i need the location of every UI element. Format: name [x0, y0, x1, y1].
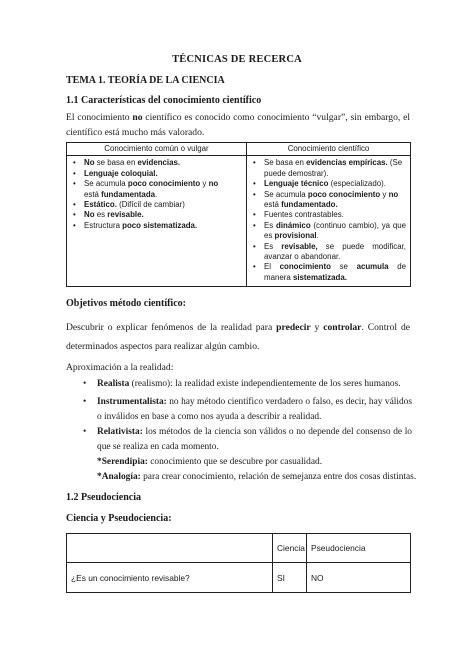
header-scientific-knowledge: Conocimiento científico	[247, 143, 411, 156]
comparison-table	[66, 142, 411, 287]
table-header-ciencia: Ciencia	[273, 534, 307, 563]
serendipia-note: *Serendipia: conocimiento que se descubre por casualidad.	[97, 457, 323, 467]
bullet-icon: •	[83, 379, 87, 389]
list-item: • Se acumula poco conocimiento y no está fundamentada.	[70, 179, 242, 200]
list-item: • Lenguaje coloquial.	[70, 169, 242, 179]
intro-paragraph: El conocimiento no científico es conocido como conocimiento “vulgar”, sin embargo, el científico está mucho más valorado.	[66, 112, 410, 138]
list-item: • Estático. (Difícil de cambiar)	[70, 200, 242, 210]
list-item: • Se acumula poco conocimiento y no está fundamentado.	[250, 190, 406, 211]
objetivos-paragraph: Descubrir o explicar fenómenos de la realidad para predecir y controlar. Control de determinados aspectos para realizar algún cambio.	[66, 322, 410, 352]
table-header-pseudociencia: Pseudociencia	[307, 534, 411, 563]
section-1-2-heading: 1.2 Pseudociencia	[66, 492, 141, 503]
analogia-note: *Analogía: para crear conocimiento, relación de semejanza entre dos cosas distintas.	[97, 472, 417, 482]
bullet-instrumentalista: Instrumentalista: no hay método científico verdadero o falso, es decir, hay válidos o inválidos en base a como nos ayuda a describir a realidad.	[97, 397, 412, 422]
pseudociencia-table	[66, 533, 411, 593]
aproximacion-label: Aproximación a la realidad:	[66, 362, 174, 373]
scientific-knowledge-cell	[247, 156, 411, 287]
list-item: • Fuentes contrastables.	[250, 210, 406, 220]
tema-heading: TEMA 1. TEORÍA DE LA CIENCIA	[66, 75, 225, 86]
list-item: • Lenguaje técnico (especializado).	[250, 179, 406, 189]
table-cell-ciencia: SI	[273, 563, 307, 593]
list-item: • El conocimiento se acumula de manera sistematizada.	[250, 262, 406, 283]
list-item: • Se basa en evidencias empíricas. (Se puede demostrar).	[250, 158, 406, 179]
bullet-relativista: Relativista: los métodos de la ciencia son válidos o no depende del consenso de lo que se realiza en cada momento.	[97, 427, 412, 452]
table-cell-question: ¿Es un conocimiento revisable?	[67, 563, 273, 593]
list-item: • Es revisable, se puede modificar, avanzar o abandonar.	[250, 242, 406, 263]
list-item: • No se basa en evidencias.	[70, 158, 242, 168]
ciencia-pseudociencia-heading: Ciencia y Pseudociencia:	[66, 513, 172, 524]
list-item: • No es revisable.	[70, 210, 242, 220]
bullet-icon: •	[83, 397, 87, 407]
bullet-realista: Realista (realismo): la realidad existe independientemente de los seres humanos.	[97, 379, 401, 389]
list-item: • Es dinámico (continuo cambio), ya que es provisional.	[250, 221, 406, 242]
list-item: • Estructura poco sistematizada.	[70, 221, 242, 231]
table-cell-pseudociencia: NO	[307, 563, 411, 593]
table-header-empty	[67, 534, 273, 563]
common-knowledge-cell	[67, 156, 247, 287]
objetivos-heading: Objetivos método científico:	[66, 298, 186, 309]
bullet-icon: •	[83, 427, 87, 437]
header-common-knowledge: Conocimiento común o vulgar	[67, 143, 247, 156]
section-1-1-heading: 1.1 Características del conocimiento científico	[66, 95, 262, 106]
document-title: TÉCNICAS DE RECERCA	[172, 54, 302, 65]
